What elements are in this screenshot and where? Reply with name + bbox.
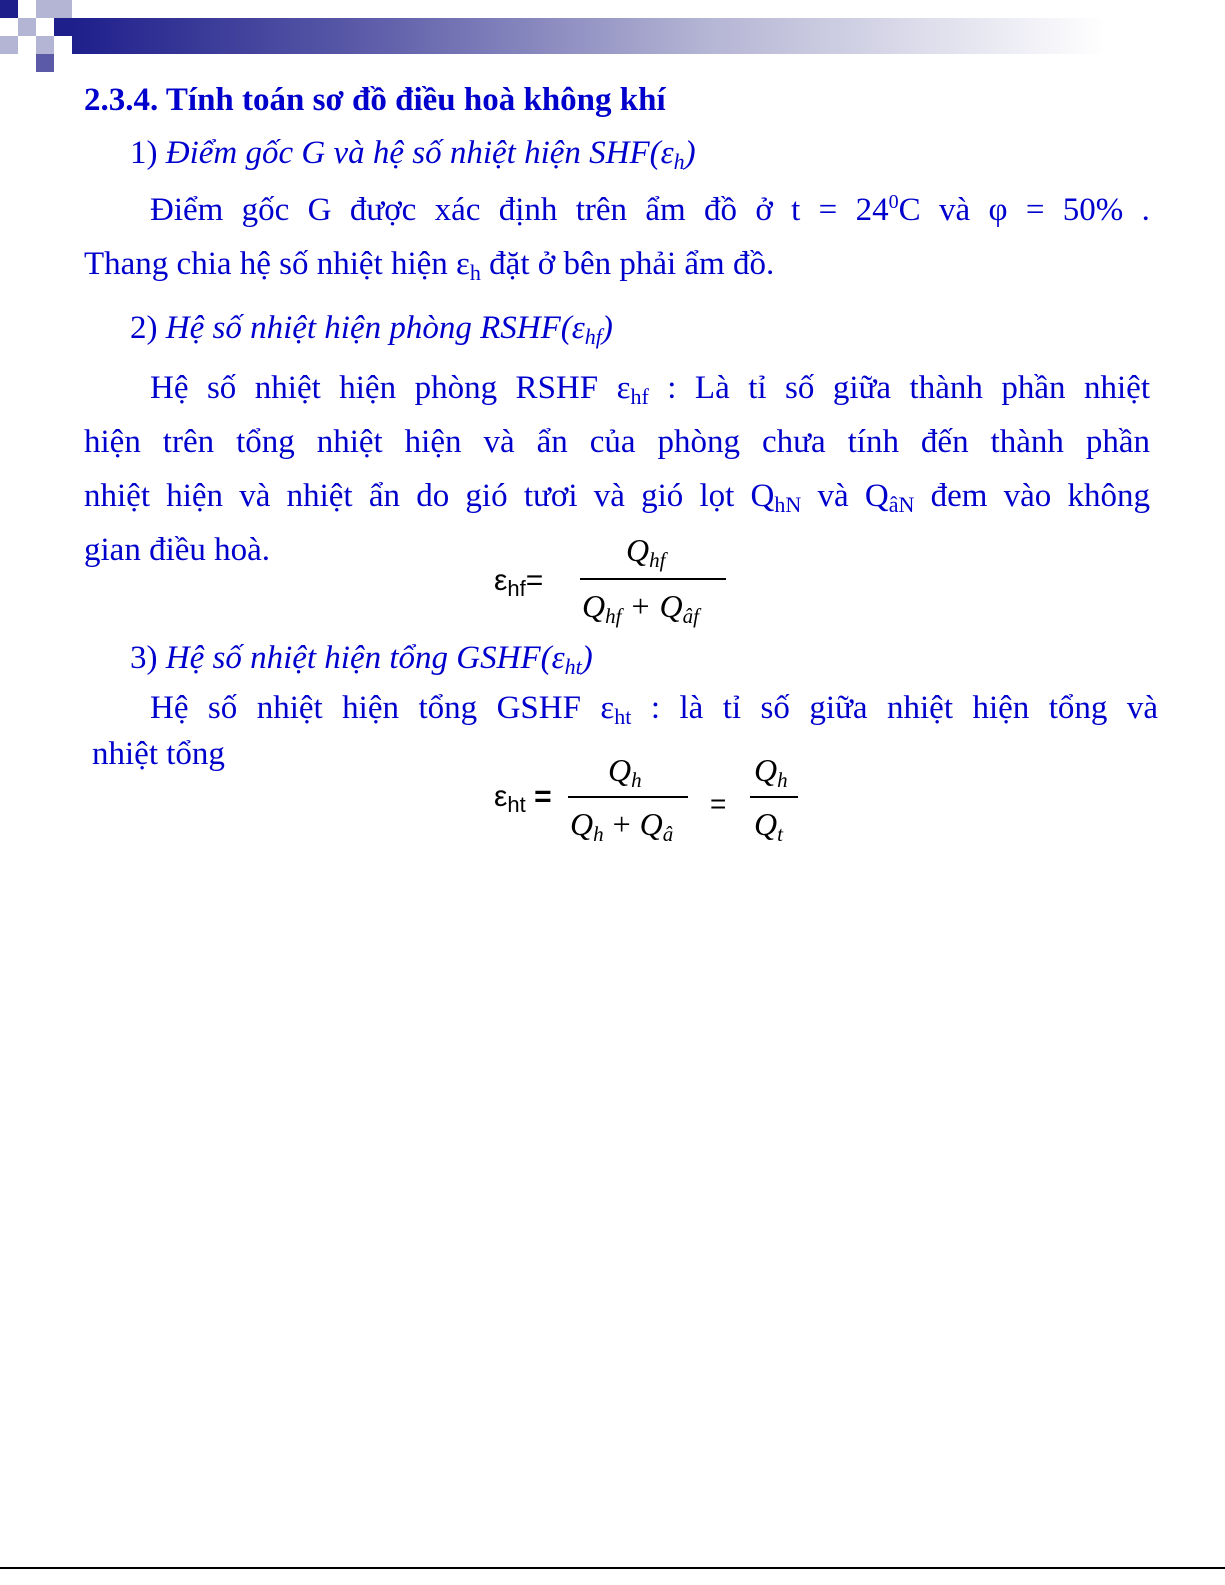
formula-gshf bbox=[490, 750, 820, 860]
section1-heading-sub: h bbox=[673, 149, 685, 174]
formula-gshf-fraction-bar bbox=[568, 796, 688, 798]
word: t bbox=[791, 192, 801, 228]
page-bottom-border bbox=[0, 1567, 1225, 1569]
section1-heading-text: Điểm gốc G và hệ số nhiệt hiện SHF(ε bbox=[165, 135, 674, 171]
word: gốc bbox=[241, 192, 290, 228]
section1-line2: Thang chia hệ số nhiệt hiện $\varepsilon_h$ đặt ở bên phải ẩm đồ. bbox=[84, 246, 775, 285]
word: ở bbox=[755, 192, 773, 228]
formula-rshf-lhs: $\varepsilon_{hf}=$ bbox=[494, 564, 544, 601]
section3-number: 3) bbox=[130, 640, 158, 676]
header-square bbox=[54, 0, 72, 18]
word: được bbox=[349, 192, 417, 228]
formula-gshf-fraction-bar2 bbox=[750, 796, 798, 798]
word: . bbox=[1141, 192, 1150, 228]
section1-heading-close: ) bbox=[684, 135, 696, 171]
formula-rshf-fraction-bar bbox=[580, 578, 726, 580]
section1-line1 bbox=[150, 192, 1150, 229]
header-square bbox=[36, 36, 54, 54]
formula-gshf-numerator: $Q_h$ bbox=[608, 752, 642, 792]
section2-heading-close: ) bbox=[601, 310, 613, 346]
word: định bbox=[498, 192, 558, 228]
header-square bbox=[54, 18, 72, 36]
section2-line1: Hệ số nhiệt hiện phòng RSHF $\varepsilon_{hf}$ : Là tỉ số giữa thành phần nhiệt bbox=[150, 370, 1150, 409]
word: trên bbox=[575, 192, 628, 228]
section1-number: 1) bbox=[130, 135, 158, 171]
header-gradient-bar bbox=[72, 18, 1222, 54]
formula-rshf-numerator: $Q_{hf}$ bbox=[626, 532, 666, 572]
section3-line1: Hệ số nhiệt hiện tổng GSHF $\varepsilon_{ht}$ : là tỉ số giữa nhiệt hiện tổng và bbox=[150, 690, 1158, 729]
word: = bbox=[818, 192, 838, 228]
formula-rshf-denominator: $Q_{hf} + Q_{âf}$ bbox=[582, 588, 699, 628]
header-square bbox=[18, 18, 36, 36]
header-square bbox=[36, 0, 54, 18]
word: ẩm bbox=[645, 192, 686, 228]
section2-line2: hiện trên tổng nhiệt hiện và ẩn của phòng chưa tính đến thành phần bbox=[84, 424, 1150, 460]
formula-gshf-denominator2: $Q_t$ bbox=[754, 806, 783, 846]
word: và bbox=[938, 192, 971, 228]
word: 50% bbox=[1062, 192, 1124, 228]
section-title: 2.3.4. Tính toán sơ đồ điều hoà không khí bbox=[84, 82, 666, 118]
word: xác bbox=[434, 192, 481, 228]
section3-heading bbox=[130, 640, 593, 677]
section2-number: 2) bbox=[130, 310, 158, 346]
formula-gshf-denominator: $Q_h + Q_â$ bbox=[570, 806, 674, 846]
header-square bbox=[0, 36, 18, 54]
header-square bbox=[0, 0, 18, 18]
section3-heading-text: Hệ số nhiệt hiện tổng GSHF(ε bbox=[165, 640, 565, 676]
formula-rshf bbox=[490, 530, 740, 640]
section2-heading-text: Hệ số nhiệt hiện phòng RSHF(ε bbox=[165, 310, 585, 346]
section2-line4: gian điều hoà. bbox=[84, 532, 271, 568]
word: Điểm bbox=[150, 192, 224, 228]
section3-heading-sub: ht bbox=[564, 654, 582, 679]
section2-heading bbox=[130, 310, 613, 347]
formula-gshf-eq2: = bbox=[710, 788, 727, 819]
word: = bbox=[1025, 192, 1045, 228]
word: G bbox=[307, 192, 332, 228]
word: đồ bbox=[704, 192, 738, 228]
section1-heading bbox=[130, 135, 696, 172]
section2-line3: nhiệt hiện và nhiệt ẩn do gió tươi và gió lọt $Q_{hN}$ và $Q_{âN}$ đem vào không bbox=[84, 478, 1150, 517]
section3-heading-close: ) bbox=[581, 640, 593, 676]
section3-line2: nhiệt tổng bbox=[92, 736, 225, 772]
header-decoration bbox=[0, 0, 1225, 56]
temperature: $24^0C$ bbox=[855, 191, 921, 228]
formula-gshf-lhs: $\varepsilon_{ht}$ = bbox=[494, 780, 552, 817]
section2-heading-sub: hf bbox=[584, 324, 602, 349]
formula-gshf-numerator2: $Q_h$ bbox=[754, 752, 788, 792]
word: φ bbox=[988, 192, 1008, 228]
header-square bbox=[36, 54, 54, 72]
